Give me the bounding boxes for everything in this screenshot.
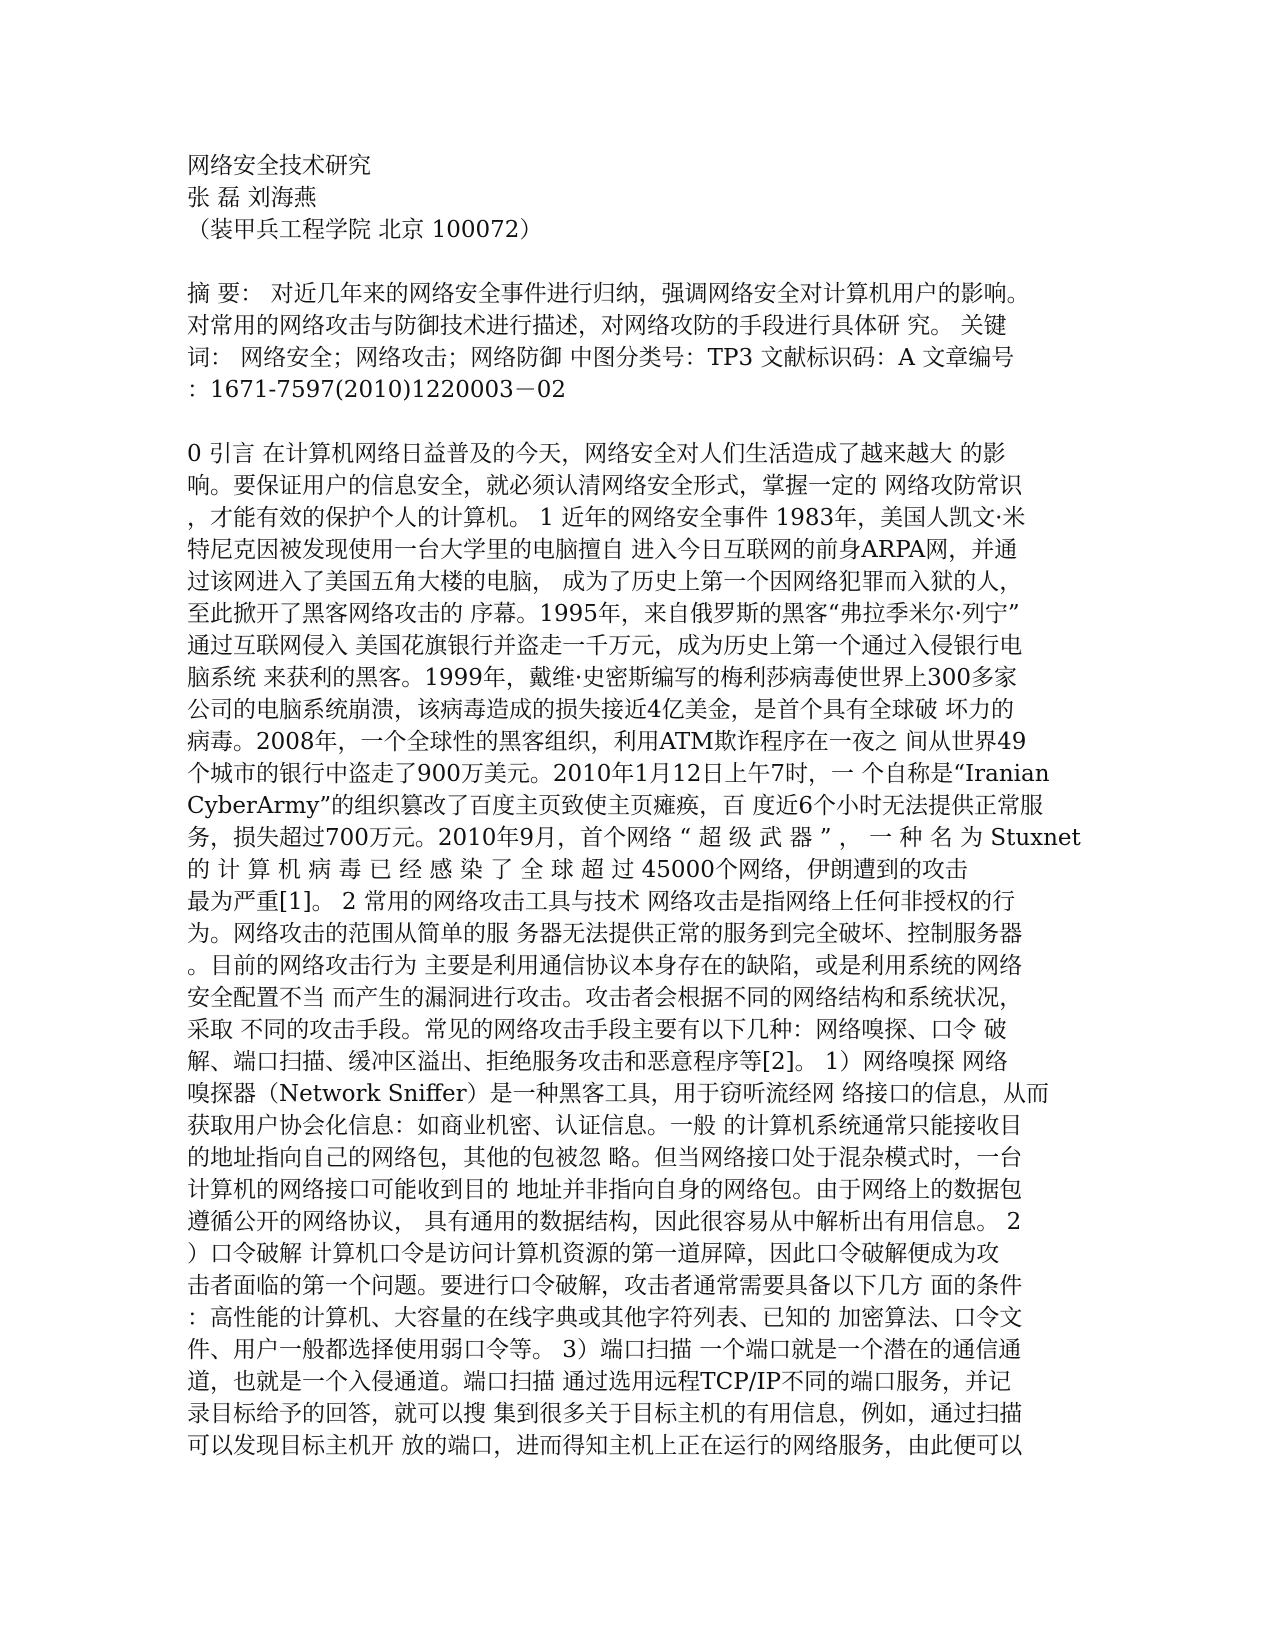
body-line: ）口令破解 计算机口令是访问计算机资源的第一道屏障，因此口令破解便成为攻 [187, 1241, 1000, 1267]
body-line: 计算机的网络接口可能收到目的 地址并非指向自身的网络包。由于网络上的数据包 [187, 1177, 1023, 1203]
body-line: 采取 不同的攻击手段。常见的网络攻击手段主要有以下几种：网络嗅探、口令 破 [187, 1017, 1007, 1043]
body-line: 病毒。2008年，一个全球性的黑客组织，利用ATM欺诈程序在一夜之 间从世界49 [187, 729, 1027, 755]
article-header [187, 150, 1092, 246]
body-line: 特尼克因被发现使用一台大学里的电脑擅自 进入今日互联网的前身ARPA网，并通 [187, 537, 1018, 563]
abstract-line: 摘 要： 对近几年来的网络安全事件进行归纳，强调网络安全对计算机用户的影响。 [187, 281, 1030, 307]
body-line: ，才能有效的保护个人的计算机。 1 近年的网络安全事件 1983年，美国人凯文·米 [187, 505, 1026, 531]
body-line: 最为严重[1]。 2 常用的网络攻击工具与技术 网络攻击是指网络上任何非授权的行 [187, 889, 1016, 915]
body-line: 为。网络攻击的范围从简单的服 务器无法提供正常的服务到完全破坏、控制服务器 [187, 921, 1023, 947]
body-line: 过该网进入了美国五角大楼的电脑， 成为了历史上第一个因网络犯罪而入狱的人， [187, 569, 1023, 595]
body-line: 个城市的银行中盗走了900万美元。2010年1月12日上午7时，一 个自称是“Iranian [187, 761, 1050, 787]
body-line: CyberArmy”的组织篡改了百度主页致使主页瘫痪，百 度近6个小时无法提供正常服 [187, 793, 1044, 819]
article-affiliation: （装甲兵工程学院 北京 100072） [187, 217, 543, 243]
body-line: 道，也就是一个入侵通道。端口扫描 通过选用远程TCP/IP不同的端口服务，并记 [187, 1369, 1012, 1395]
spacer [187, 406, 1092, 438]
body-line: 获取用户协会化信息：如商业机密、认证信息。一般 的计算机系统通常只能接收目 [187, 1113, 1023, 1139]
article-title: 网络安全技术研究 [187, 153, 371, 179]
body-line: 可以发现目标主机开 放的端口，进而得知主机上正在运行的网络服务，由此便可以 [187, 1433, 1023, 1459]
body-line: 的地址指向自己的网络包，其他的包被忽 略。但当网络接口处于混杂模式时，一台 [187, 1145, 1023, 1171]
body-line: 。目前的网络攻击行为 主要是利用通信协议本身存在的缺陷，或是利用系统的网络 [187, 953, 1023, 979]
body-line: 录目标给予的回答，就可以搜 集到很多关于目标主机的有用信息，例如，通过扫描 [187, 1401, 1023, 1427]
body-line: 解、端口扫描、缓冲区溢出、拒绝服务攻击和恶意程序等[2]。 1）网络嗅探 网络 [187, 1049, 1008, 1075]
body-line: 脑系统 来获利的黑客。1999年，戴维·史密斯编写的梅利莎病毒使世界上300多家 [187, 665, 1018, 691]
abstract-line: 对常用的网络攻击与防御技术进行描述，对网络攻防的手段进行具体研 究。 关键 [187, 313, 1007, 339]
body-line: 击者面临的第一个问题。要进行口令破解，攻击者通常需要具备以下几方 面的条件 [187, 1273, 1023, 1299]
body-line: 公司的电脑系统崩溃，该病毒造成的损失接近4亿美金，是首个具有全球破 坏力的 [187, 697, 1014, 723]
body-line: 遵循公开的网络协议， 具有通用的数据结构，因此很容易从中解析出有用信息。 2 [187, 1209, 1022, 1235]
abstract-section [187, 278, 1092, 406]
body-line: 响。要保证用户的信息安全，就必须认清网络安全形式，掌握一定的 网络攻防常识 [187, 473, 1023, 499]
body-line: 安全配置不当 而产生的漏洞进行攻击。攻击者会根据不同的网络结构和系统状况， [187, 985, 1023, 1011]
abstract-line: 词： 网络安全；网络攻击；网络防御 中图分类号：TP3 文献标识码：A 文章编号 [187, 345, 1015, 371]
spacer [187, 246, 1092, 278]
document-content [187, 150, 1092, 1462]
body-line: 的 计 算 机 病 毒 已 经 感 染 了 全 球 超 过 45000个网络，伊朗遭到的攻击 [187, 857, 968, 883]
abstract-line: ：1671-7597(2010)1220003－02 [187, 377, 567, 403]
body-line: 件、用户一般都选择使用弱口令等。 3）端口扫描 一个端口就是一个潜在的通信通 [187, 1337, 1022, 1363]
body-line: 至此掀开了黑客网络攻击的 序幕。1995年，来自俄罗斯的黑客“弗拉季米尔·列宁” [187, 601, 1020, 627]
body-text [187, 438, 1092, 1462]
body-line: ：高性能的计算机、大容量的在线字典或其他字符列表、已知的 加密算法、口令文 [187, 1305, 1023, 1331]
body-line: 通过互联网侵入 美国花旗银行并盗走一千万元，成为历史上第一个通过入侵银行电 [187, 633, 1023, 659]
article-authors: 张 磊 刘海燕 [187, 185, 317, 211]
body-line: 嗅探器（Network Sniffer）是一种黑客工具，用于窃听流经网 络接口的信息，从而 [187, 1081, 1049, 1107]
body-line: 务，损失超过700万元。2010年9月，首个网络 “ 超 级 武 器 ” ， 一 种 名 为 Stuxnet [187, 825, 1081, 851]
body-line: 0 引言 在计算机网络日益普及的今天，网络安全对人们生活造成了越来越大 的影 [187, 441, 1006, 467]
